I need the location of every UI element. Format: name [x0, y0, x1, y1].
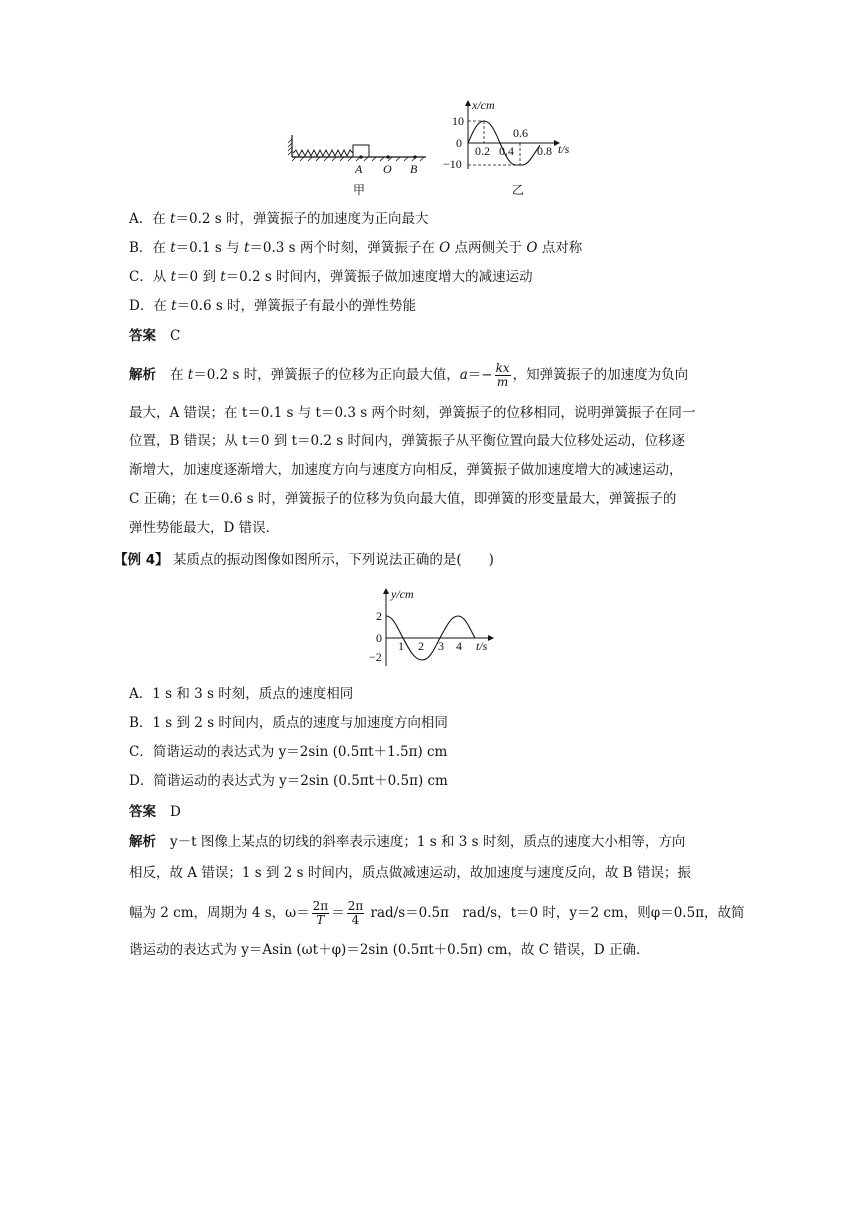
q1-option-B: B．在 t＝0.1 s 与 t＝0.3 s 两个时刻，弹簧振子在 O 点两侧关于 O 点对称 [129, 240, 583, 256]
tick-minus2: −2 [369, 650, 382, 664]
q2-analysis-line-4: 谐运动的表达式为 y＝Asin (ωt＋φ)＝2sin (0.5πt＋0.5π) cm，故 C 错误，D 正确． [129, 942, 650, 958]
fraction-2pi-4: $\frac{2\pi}{4}$ [347, 899, 364, 927]
q1-analysis-line-5: C 正确；在 t＝0.6 s 时，弹簧振子的位移为负向最大值，即弹簧的形变量最大，弹簧振子的 [129, 491, 677, 507]
tick-2-t: 2 [418, 639, 424, 653]
q2-option-B: B．1 s 到 2 s 时间内，质点的速度与加速度方向相同 [129, 715, 448, 731]
y-axis-title: y/cm [391, 587, 414, 601]
q1-analysis-line-6: 弹性势能最大，D 错误． [129, 520, 280, 536]
figure-label-yi: 乙 [512, 183, 525, 197]
x-axis-title: x/cm [472, 98, 495, 112]
q2-option-C: C．简谐运动的表达式为 y＝2sin (0.5πt＋1.5π) cm [129, 744, 448, 760]
q2-option-A: A．1 s 和 3 s 时刻，质点的速度相同 [129, 686, 354, 702]
q1-analysis-line-1: 解析 在 t＝0.2 s 时，弹簧振子的位移为正向最大值，a＝− $\frac{kx}{m}$ ，知弹簧振子的加速度为负向 [129, 361, 689, 389]
xt-graph [443, 98, 570, 197]
t-axis-title: t/s [558, 142, 570, 156]
figure-yt-graph [0, 582, 860, 682]
point-O-label: O [383, 162, 392, 176]
point-A-label: A [355, 162, 363, 176]
point-B-label: B [410, 162, 418, 176]
spring-coil [293, 150, 353, 156]
tick-4: 4 [456, 639, 462, 653]
q2-stem: 【例 4】 某质点的振动图像如图所示，下列说法正确的是( ) [114, 552, 494, 568]
tick-10: 10 [452, 114, 464, 128]
q1-option-C: C．从 t＝0 到 t＝0.2 s 时间内，弹簧振子做加速度增大的减速运动 [129, 269, 533, 285]
q1-option-A: A．在 t＝0.2 s 时，弹簧振子的加速度为正向最大 [129, 211, 429, 227]
fraction-kx-m: $\frac{kx}{m}$ [495, 361, 510, 389]
q1-analysis-line-4: 渐增大，加速度逐渐增大，加速度方向与速度方向相反，弹簧振子做加速度增大的减速运动， [129, 462, 683, 478]
t-axis-title-2: t/s [476, 639, 488, 653]
q1-option-D: D．在 t＝0.6 s 时，弹簧振子有最小的弹性势能 [129, 298, 417, 314]
q2-analysis-line-2: 相反，故 A 错误；1 s 到 2 s 时间内，质点做减速运动，故加速度与速度反向，故 B 错误；振 [129, 865, 691, 881]
q1-analysis-line-3: 位置，B 错误；从 t＝0 到 t＝0.2 s 时间内，弹簧振子从平衡位置向最大位移处运动，位移逐 [129, 433, 686, 449]
oscillator-block [353, 145, 369, 157]
tick-3: 3 [438, 639, 444, 653]
fraction-2pi-T: $\frac{2\pi}{T}$ [312, 899, 329, 927]
q2-option-D: D．简谐运动的表达式为 y＝2sin (0.5πt＋0.5π) cm [129, 773, 448, 789]
tick-0.2: 0.2 [475, 144, 490, 158]
tick-2: 2 [376, 609, 382, 623]
q2-analysis-line-3: 幅为 2 cm，周期为 4 s，ω＝ $\frac{2\pi}{T}$ ＝ $\frac{2\pi}{4}$ rad/s＝0.5π rad/s，t＝0 时，y＝2 cm，则φ＝0.5π，故简 [129, 899, 745, 927]
spring-diagram [288, 135, 426, 197]
q1-analysis-line-2: 最大，A 错误；在 t＝0.1 s 与 t＝0.3 s 两个时刻，弹簧振子的位移相同，说明弹簧振子在同一 [129, 405, 696, 421]
tick-minus10: −10 [443, 157, 462, 171]
tick-0: 0 [456, 136, 462, 150]
q2-answer: 答案 D [129, 804, 181, 820]
figure-label-jia: 甲 [353, 183, 366, 197]
tick-0.6: 0.6 [513, 126, 528, 140]
tick-0-y: 0 [376, 631, 382, 645]
q1-answer: 答案 C [129, 328, 181, 344]
tick-0.4: 0.4 [499, 144, 514, 158]
tick-0.8: 0.8 [537, 144, 552, 158]
q2-analysis-line-1: 解析 y－t 图像上某点的切线的斜率表示速度；1 s 和 3 s 时刻，质点的速度大小相等，方向 [129, 834, 686, 850]
figure-spring-oscillator [0, 95, 860, 295]
tick-1: 1 [398, 639, 404, 653]
